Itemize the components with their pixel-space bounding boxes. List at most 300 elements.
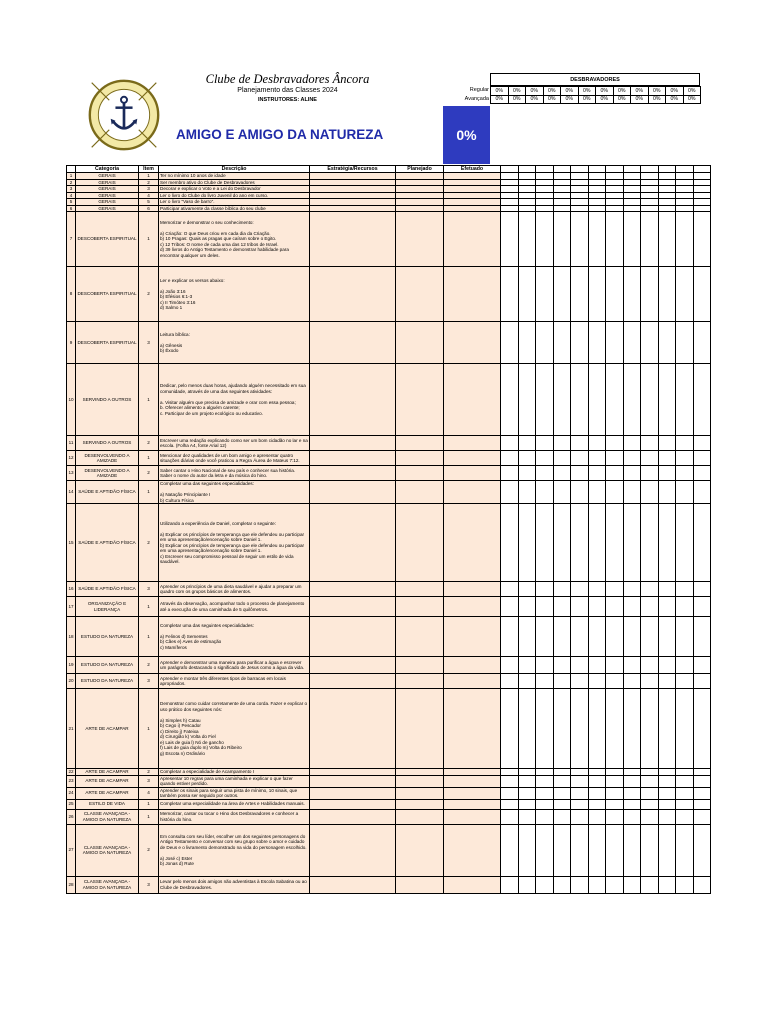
- pathfinder-check-cell[interactable]: [518, 657, 536, 674]
- row-planned[interactable]: [396, 689, 444, 769]
- pathfinder-check-cell[interactable]: [641, 689, 659, 769]
- row-strategy[interactable]: [310, 466, 396, 481]
- pathfinder-check-cell[interactable]: [571, 617, 589, 657]
- row-planned[interactable]: [396, 212, 444, 267]
- pathfinder-check-cell[interactable]: [641, 876, 659, 893]
- pathfinder-check-cell[interactable]: [588, 597, 606, 617]
- pathfinder-check-cell[interactable]: [571, 674, 589, 689]
- pathfinder-check-cell[interactable]: [606, 582, 624, 597]
- pathfinder-check-cell[interactable]: [606, 787, 624, 799]
- pathfinder-check-cell[interactable]: [536, 582, 554, 597]
- row-planned[interactable]: [396, 876, 444, 893]
- row-planned[interactable]: [396, 799, 444, 809]
- pathfinder-check-cell[interactable]: [571, 582, 589, 597]
- row-strategy[interactable]: [310, 787, 396, 799]
- pathfinder-check-cell[interactable]: [553, 451, 571, 466]
- pathfinder-check-cell[interactable]: [693, 504, 711, 582]
- pathfinder-check-cell[interactable]: [693, 617, 711, 657]
- pathfinder-check-cell[interactable]: [676, 824, 694, 876]
- row-planned[interactable]: [396, 436, 444, 451]
- pathfinder-check-cell[interactable]: [553, 436, 571, 451]
- pathfinder-check-cell[interactable]: [623, 689, 641, 769]
- pathfinder-check-cell[interactable]: [693, 876, 711, 893]
- pathfinder-check-cell[interactable]: [641, 451, 659, 466]
- pathfinder-check-cell[interactable]: [606, 824, 624, 876]
- pathfinder-check-cell[interactable]: [623, 322, 641, 364]
- pathfinder-check-cell[interactable]: [606, 451, 624, 466]
- percent-cell[interactable]: 0%: [666, 95, 684, 104]
- pathfinder-check-cell[interactable]: [501, 582, 519, 597]
- row-strategy[interactable]: [310, 617, 396, 657]
- row-done[interactable]: [444, 787, 501, 799]
- pathfinder-check-cell[interactable]: [536, 799, 554, 809]
- pathfinder-check-cell[interactable]: [623, 787, 641, 799]
- pathfinder-check-cell[interactable]: [693, 582, 711, 597]
- pathfinder-check-cell[interactable]: [693, 809, 711, 824]
- pathfinder-check-cell[interactable]: [536, 775, 554, 787]
- pathfinder-check-cell[interactable]: [676, 674, 694, 689]
- pathfinder-check-cell[interactable]: [536, 322, 554, 364]
- pathfinder-check-cell[interactable]: [693, 436, 711, 451]
- pathfinder-check-cell[interactable]: [588, 481, 606, 504]
- pathfinder-check-cell[interactable]: [658, 876, 676, 893]
- pathfinder-check-cell[interactable]: [571, 799, 589, 809]
- pathfinder-check-cell[interactable]: [641, 657, 659, 674]
- pathfinder-check-cell[interactable]: [536, 787, 554, 799]
- pathfinder-check-cell[interactable]: [536, 436, 554, 451]
- pathfinder-check-cell[interactable]: [518, 597, 536, 617]
- pathfinder-check-cell[interactable]: [623, 876, 641, 893]
- pathfinder-check-cell[interactable]: [676, 657, 694, 674]
- pathfinder-check-cell[interactable]: [693, 322, 711, 364]
- pathfinder-check-cell[interactable]: [571, 481, 589, 504]
- pathfinder-check-cell[interactable]: [501, 689, 519, 769]
- pathfinder-check-cell[interactable]: [518, 364, 536, 436]
- pathfinder-check-cell[interactable]: [623, 466, 641, 481]
- pathfinder-check-cell[interactable]: [501, 212, 519, 267]
- pathfinder-check-cell[interactable]: [641, 267, 659, 322]
- pathfinder-check-cell[interactable]: [571, 322, 589, 364]
- pathfinder-check-cell[interactable]: [676, 364, 694, 436]
- pathfinder-check-cell[interactable]: [536, 876, 554, 893]
- row-planned[interactable]: [396, 775, 444, 787]
- pathfinder-check-cell[interactable]: [518, 212, 536, 267]
- pathfinder-check-cell[interactable]: [571, 657, 589, 674]
- row-strategy[interactable]: [310, 775, 396, 787]
- pathfinder-check-cell[interactable]: [623, 674, 641, 689]
- percent-cell[interactable]: 0%: [526, 95, 544, 104]
- pathfinder-check-cell[interactable]: [518, 617, 536, 657]
- pathfinder-check-cell[interactable]: [606, 775, 624, 787]
- pathfinder-check-cell[interactable]: [693, 824, 711, 876]
- pathfinder-check-cell[interactable]: [553, 322, 571, 364]
- pathfinder-check-cell[interactable]: [501, 787, 519, 799]
- pathfinder-check-cell[interactable]: [658, 689, 676, 769]
- row-strategy[interactable]: [310, 504, 396, 582]
- row-done[interactable]: [444, 481, 501, 504]
- row-done[interactable]: [444, 657, 501, 674]
- percent-cell[interactable]: 0%: [491, 87, 509, 96]
- row-strategy[interactable]: [310, 322, 396, 364]
- pathfinder-check-cell[interactable]: [571, 787, 589, 799]
- pathfinder-check-cell[interactable]: [588, 674, 606, 689]
- pathfinder-check-cell[interactable]: [518, 466, 536, 481]
- pathfinder-check-cell[interactable]: [501, 876, 519, 893]
- pathfinder-check-cell[interactable]: [641, 775, 659, 787]
- pathfinder-check-cell[interactable]: [693, 689, 711, 769]
- pathfinder-check-cell[interactable]: [658, 436, 676, 451]
- percent-cell[interactable]: 0%: [543, 87, 561, 96]
- pathfinder-check-cell[interactable]: [501, 322, 519, 364]
- pathfinder-check-cell[interactable]: [553, 597, 571, 617]
- pathfinder-check-cell[interactable]: [641, 824, 659, 876]
- pathfinder-check-cell[interactable]: [553, 674, 571, 689]
- pathfinder-check-cell[interactable]: [536, 364, 554, 436]
- pathfinder-check-cell[interactable]: [501, 597, 519, 617]
- pathfinder-check-cell[interactable]: [606, 674, 624, 689]
- percent-cell[interactable]: 0%: [491, 95, 509, 104]
- row-planned[interactable]: [396, 657, 444, 674]
- row-strategy[interactable]: [310, 674, 396, 689]
- percent-cell[interactable]: 0%: [526, 87, 544, 96]
- pathfinder-check-cell[interactable]: [623, 775, 641, 787]
- pathfinder-check-cell[interactable]: [693, 787, 711, 799]
- pathfinder-check-cell[interactable]: [658, 322, 676, 364]
- row-done[interactable]: [444, 775, 501, 787]
- row-done[interactable]: [444, 451, 501, 466]
- pathfinder-check-cell[interactable]: [518, 504, 536, 582]
- pathfinder-check-cell[interactable]: [501, 824, 519, 876]
- pathfinder-check-cell[interactable]: [536, 481, 554, 504]
- pathfinder-check-cell[interactable]: [553, 212, 571, 267]
- pathfinder-check-cell[interactable]: [693, 597, 711, 617]
- pathfinder-check-cell[interactable]: [518, 824, 536, 876]
- pathfinder-check-cell[interactable]: [501, 481, 519, 504]
- pathfinder-check-cell[interactable]: [553, 466, 571, 481]
- pathfinder-check-cell[interactable]: [518, 674, 536, 689]
- pathfinder-check-cell[interactable]: [536, 451, 554, 466]
- pathfinder-check-cell[interactable]: [606, 481, 624, 504]
- pathfinder-check-cell[interactable]: [606, 809, 624, 824]
- pathfinder-check-cell[interactable]: [588, 582, 606, 597]
- pathfinder-check-cell[interactable]: [518, 582, 536, 597]
- pathfinder-check-cell[interactable]: [518, 481, 536, 504]
- pathfinder-check-cell[interactable]: [641, 436, 659, 451]
- row-planned[interactable]: [396, 451, 444, 466]
- pathfinder-check-cell[interactable]: [676, 689, 694, 769]
- pathfinder-check-cell[interactable]: [553, 267, 571, 322]
- pathfinder-check-cell[interactable]: [606, 504, 624, 582]
- pathfinder-check-cell[interactable]: [518, 799, 536, 809]
- pathfinder-check-cell[interactable]: [571, 466, 589, 481]
- row-strategy[interactable]: [310, 212, 396, 267]
- pathfinder-check-cell[interactable]: [571, 212, 589, 267]
- row-planned[interactable]: [396, 809, 444, 824]
- percent-cell[interactable]: 0%: [683, 95, 701, 104]
- pathfinder-check-cell[interactable]: [623, 657, 641, 674]
- pathfinder-check-cell[interactable]: [553, 617, 571, 657]
- pathfinder-check-cell[interactable]: [536, 597, 554, 617]
- pathfinder-check-cell[interactable]: [606, 597, 624, 617]
- row-done[interactable]: [444, 617, 501, 657]
- row-planned[interactable]: [396, 617, 444, 657]
- pathfinder-check-cell[interactable]: [658, 787, 676, 799]
- row-strategy[interactable]: [310, 809, 396, 824]
- pathfinder-check-cell[interactable]: [641, 617, 659, 657]
- pathfinder-check-cell[interactable]: [588, 876, 606, 893]
- pathfinder-check-cell[interactable]: [501, 436, 519, 451]
- pathfinder-check-cell[interactable]: [676, 582, 694, 597]
- pathfinder-check-cell[interactable]: [658, 481, 676, 504]
- pathfinder-check-cell[interactable]: [623, 504, 641, 582]
- percent-cell[interactable]: 0%: [543, 95, 561, 104]
- row-strategy[interactable]: [310, 267, 396, 322]
- pathfinder-check-cell[interactable]: [501, 466, 519, 481]
- pathfinder-check-cell[interactable]: [606, 364, 624, 436]
- pathfinder-check-cell[interactable]: [641, 212, 659, 267]
- pathfinder-check-cell[interactable]: [658, 504, 676, 582]
- pathfinder-check-cell[interactable]: [553, 824, 571, 876]
- row-strategy[interactable]: [310, 689, 396, 769]
- row-done[interactable]: [444, 267, 501, 322]
- pathfinder-check-cell[interactable]: [623, 481, 641, 504]
- pathfinder-check-cell[interactable]: [658, 364, 676, 436]
- percent-cell[interactable]: 0%: [631, 87, 649, 96]
- pathfinder-check-cell[interactable]: [588, 504, 606, 582]
- pathfinder-check-cell[interactable]: [588, 809, 606, 824]
- pathfinder-check-cell[interactable]: [518, 787, 536, 799]
- row-done[interactable]: [444, 322, 501, 364]
- pathfinder-check-cell[interactable]: [658, 657, 676, 674]
- percent-cell[interactable]: 0%: [683, 87, 701, 96]
- pathfinder-check-cell[interactable]: [571, 451, 589, 466]
- pathfinder-check-cell[interactable]: [571, 267, 589, 322]
- pathfinder-check-cell[interactable]: [553, 876, 571, 893]
- pathfinder-check-cell[interactable]: [536, 809, 554, 824]
- pathfinder-check-cell[interactable]: [641, 809, 659, 824]
- pathfinder-check-cell[interactable]: [658, 597, 676, 617]
- row-planned[interactable]: [396, 824, 444, 876]
- pathfinder-check-cell[interactable]: [693, 466, 711, 481]
- percent-cell[interactable]: 0%: [508, 87, 526, 96]
- row-planned[interactable]: [396, 582, 444, 597]
- row-strategy[interactable]: [310, 824, 396, 876]
- pathfinder-check-cell[interactable]: [658, 824, 676, 876]
- row-planned[interactable]: [396, 267, 444, 322]
- row-planned[interactable]: [396, 787, 444, 799]
- pathfinder-check-cell[interactable]: [676, 876, 694, 893]
- pathfinder-check-cell[interactable]: [623, 212, 641, 267]
- percent-cell[interactable]: 0%: [596, 95, 614, 104]
- pathfinder-check-cell[interactable]: [518, 876, 536, 893]
- pathfinder-check-cell[interactable]: [641, 787, 659, 799]
- pathfinder-check-cell[interactable]: [571, 876, 589, 893]
- pathfinder-check-cell[interactable]: [676, 799, 694, 809]
- pathfinder-check-cell[interactable]: [693, 267, 711, 322]
- row-planned[interactable]: [396, 504, 444, 582]
- pathfinder-check-cell[interactable]: [606, 436, 624, 451]
- pathfinder-check-cell[interactable]: [641, 504, 659, 582]
- row-done[interactable]: [444, 504, 501, 582]
- pathfinder-check-cell[interactable]: [501, 267, 519, 322]
- pathfinder-check-cell[interactable]: [536, 657, 554, 674]
- pathfinder-check-cell[interactable]: [501, 674, 519, 689]
- pathfinder-check-cell[interactable]: [658, 451, 676, 466]
- pathfinder-check-cell[interactable]: [553, 787, 571, 799]
- pathfinder-check-cell[interactable]: [571, 436, 589, 451]
- pathfinder-check-cell[interactable]: [553, 481, 571, 504]
- pathfinder-check-cell[interactable]: [676, 617, 694, 657]
- pathfinder-check-cell[interactable]: [623, 436, 641, 451]
- row-planned[interactable]: [396, 466, 444, 481]
- pathfinder-check-cell[interactable]: [518, 809, 536, 824]
- pathfinder-check-cell[interactable]: [676, 481, 694, 504]
- pathfinder-check-cell[interactable]: [571, 364, 589, 436]
- pathfinder-check-cell[interactable]: [658, 809, 676, 824]
- pathfinder-check-cell[interactable]: [641, 364, 659, 436]
- pathfinder-check-cell[interactable]: [553, 809, 571, 824]
- pathfinder-check-cell[interactable]: [553, 504, 571, 582]
- pathfinder-check-cell[interactable]: [641, 582, 659, 597]
- pathfinder-check-cell[interactable]: [553, 657, 571, 674]
- pathfinder-check-cell[interactable]: [571, 504, 589, 582]
- pathfinder-check-cell[interactable]: [676, 809, 694, 824]
- pathfinder-check-cell[interactable]: [623, 799, 641, 809]
- pathfinder-check-cell[interactable]: [536, 824, 554, 876]
- pathfinder-check-cell[interactable]: [641, 466, 659, 481]
- pathfinder-check-cell[interactable]: [501, 657, 519, 674]
- pathfinder-check-cell[interactable]: [571, 809, 589, 824]
- pathfinder-check-cell[interactable]: [501, 809, 519, 824]
- pathfinder-check-cell[interactable]: [501, 451, 519, 466]
- row-strategy[interactable]: [310, 799, 396, 809]
- pathfinder-check-cell[interactable]: [588, 322, 606, 364]
- pathfinder-check-cell[interactable]: [693, 481, 711, 504]
- row-strategy[interactable]: [310, 364, 396, 436]
- pathfinder-check-cell[interactable]: [553, 799, 571, 809]
- pathfinder-check-cell[interactable]: [623, 809, 641, 824]
- pathfinder-check-cell[interactable]: [588, 466, 606, 481]
- pathfinder-check-cell[interactable]: [676, 597, 694, 617]
- pathfinder-check-cell[interactable]: [606, 689, 624, 769]
- pathfinder-check-cell[interactable]: [536, 689, 554, 769]
- pathfinder-check-cell[interactable]: [606, 322, 624, 364]
- pathfinder-check-cell[interactable]: [553, 775, 571, 787]
- row-done[interactable]: [444, 466, 501, 481]
- percent-cell[interactable]: 0%: [613, 87, 631, 96]
- pathfinder-check-cell[interactable]: [553, 582, 571, 597]
- row-done[interactable]: [444, 689, 501, 769]
- pathfinder-check-cell[interactable]: [606, 267, 624, 322]
- pathfinder-check-cell[interactable]: [606, 212, 624, 267]
- pathfinder-check-cell[interactable]: [658, 775, 676, 787]
- pathfinder-check-cell[interactable]: [536, 267, 554, 322]
- pathfinder-check-cell[interactable]: [588, 436, 606, 451]
- pathfinder-check-cell[interactable]: [693, 212, 711, 267]
- pathfinder-check-cell[interactable]: [676, 451, 694, 466]
- pathfinder-check-cell[interactable]: [518, 451, 536, 466]
- pathfinder-check-cell[interactable]: [501, 617, 519, 657]
- percent-cell[interactable]: 0%: [666, 87, 684, 96]
- row-strategy[interactable]: [310, 481, 396, 504]
- pathfinder-check-cell[interactable]: [588, 787, 606, 799]
- pathfinder-check-cell[interactable]: [571, 597, 589, 617]
- percent-cell[interactable]: 0%: [596, 87, 614, 96]
- row-done[interactable]: [444, 597, 501, 617]
- pathfinder-check-cell[interactable]: [588, 775, 606, 787]
- pathfinder-check-cell[interactable]: [676, 787, 694, 799]
- row-done[interactable]: [444, 364, 501, 436]
- pathfinder-check-cell[interactable]: [623, 451, 641, 466]
- pathfinder-check-cell[interactable]: [693, 451, 711, 466]
- pathfinder-check-cell[interactable]: [501, 799, 519, 809]
- row-strategy[interactable]: [310, 436, 396, 451]
- pathfinder-check-cell[interactable]: [518, 267, 536, 322]
- pathfinder-check-cell[interactable]: [606, 876, 624, 893]
- pathfinder-check-cell[interactable]: [658, 799, 676, 809]
- pathfinder-check-cell[interactable]: [588, 824, 606, 876]
- pathfinder-check-cell[interactable]: [693, 799, 711, 809]
- percent-cell[interactable]: 0%: [561, 87, 579, 96]
- row-planned[interactable]: [396, 597, 444, 617]
- percent-cell[interactable]: 0%: [578, 87, 596, 96]
- pathfinder-check-cell[interactable]: [623, 597, 641, 617]
- row-done[interactable]: [444, 436, 501, 451]
- pathfinder-check-cell[interactable]: [588, 689, 606, 769]
- pathfinder-check-cell[interactable]: [658, 466, 676, 481]
- pathfinder-check-cell[interactable]: [658, 582, 676, 597]
- pathfinder-check-cell[interactable]: [693, 674, 711, 689]
- pathfinder-check-cell[interactable]: [571, 689, 589, 769]
- pathfinder-check-cell[interactable]: [588, 617, 606, 657]
- pathfinder-check-cell[interactable]: [606, 617, 624, 657]
- percent-cell[interactable]: 0%: [648, 87, 666, 96]
- pathfinder-check-cell[interactable]: [623, 267, 641, 322]
- pathfinder-check-cell[interactable]: [606, 657, 624, 674]
- pathfinder-check-cell[interactable]: [536, 504, 554, 582]
- pathfinder-check-cell[interactable]: [588, 657, 606, 674]
- pathfinder-check-cell[interactable]: [676, 267, 694, 322]
- pathfinder-check-cell[interactable]: [518, 775, 536, 787]
- row-planned[interactable]: [396, 481, 444, 504]
- pathfinder-check-cell[interactable]: [553, 689, 571, 769]
- row-done[interactable]: [444, 824, 501, 876]
- row-strategy[interactable]: [310, 582, 396, 597]
- pathfinder-check-cell[interactable]: [676, 212, 694, 267]
- row-strategy[interactable]: [310, 876, 396, 893]
- pathfinder-check-cell[interactable]: [658, 617, 676, 657]
- pathfinder-check-cell[interactable]: [641, 322, 659, 364]
- pathfinder-check-cell[interactable]: [623, 364, 641, 436]
- percent-cell[interactable]: 0%: [578, 95, 596, 104]
- percent-cell[interactable]: 0%: [613, 95, 631, 104]
- pathfinder-check-cell[interactable]: [658, 674, 676, 689]
- pathfinder-check-cell[interactable]: [676, 775, 694, 787]
- pathfinder-check-cell[interactable]: [571, 775, 589, 787]
- row-planned[interactable]: [396, 674, 444, 689]
- pathfinder-check-cell[interactable]: [588, 267, 606, 322]
- pathfinder-check-cell[interactable]: [501, 364, 519, 436]
- row-strategy[interactable]: [310, 451, 396, 466]
- pathfinder-check-cell[interactable]: [536, 466, 554, 481]
- pathfinder-check-cell[interactable]: [536, 674, 554, 689]
- percent-cell[interactable]: 0%: [561, 95, 579, 104]
- pathfinder-check-cell[interactable]: [606, 466, 624, 481]
- pathfinder-check-cell[interactable]: [501, 504, 519, 582]
- row-planned[interactable]: [396, 364, 444, 436]
- pathfinder-check-cell[interactable]: [518, 322, 536, 364]
- pathfinder-check-cell[interactable]: [676, 504, 694, 582]
